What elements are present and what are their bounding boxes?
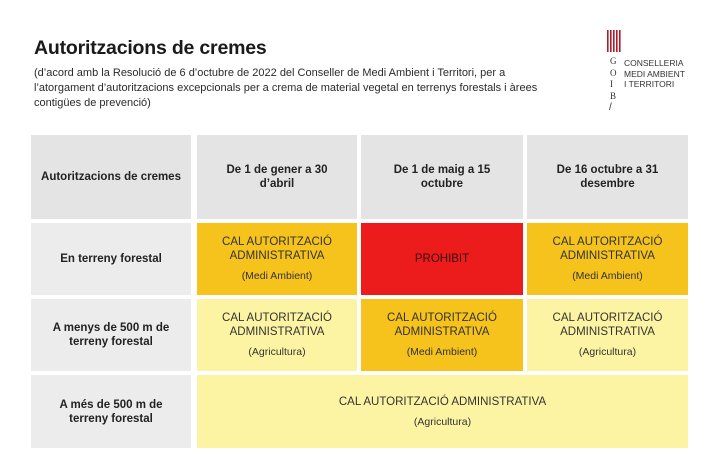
logo-slash: /	[609, 102, 612, 113]
govern-logo	[604, 30, 704, 116]
cell-forest-may-oct: PROHIBIT	[361, 223, 523, 295]
cell-under500-may-oct: CAL AUTORITZACIÓ ADMINISTRATIVA (Medi Ambient)	[361, 299, 523, 371]
row-header-forest: En terreny forestal	[31, 223, 191, 295]
authorization-table	[31, 135, 688, 448]
govern-letters: G O I B	[610, 56, 618, 101]
cell-under500-oct-dec: CAL AUTORITZACIÓ ADMINISTRATIVA (Agricultura)	[527, 299, 688, 371]
cell-forest-oct-dec: CAL AUTORITZACIÓ ADMINISTRATIVA (Medi Ambient)	[527, 223, 688, 295]
row-header-over-500m: A més de 500 m de terreny forestal	[31, 375, 191, 448]
page-title: Autoritzacions de cremes	[34, 37, 267, 59]
table-corner-header: Autoritzacions de cremes	[31, 135, 191, 219]
cell-over500-all-year: CAL AUTORITZACIÓ ADMINISTRATIVA (Agricultura)	[197, 375, 688, 448]
cell-forest-jan-apr: CAL AUTORITZACIÓ ADMINISTRATIVA (Medi Ambient)	[197, 223, 357, 295]
page-subtitle: (d’acord amb la Resolució de 6 d’octubre de 2022 del Conseller de Medi Ambient i Territori, per a l’atorgament d’autoritzacions excepcionals per a crema de material vegetal en terrenys forestals i àrees contigües de prevenció)	[34, 67, 538, 109]
column-header-jan-apr: De 1 de gener a 30 d’abril	[197, 135, 357, 219]
column-header-oct-dec: De 16 octubre a 31 desembre	[527, 135, 688, 219]
department-name: CONSELLERIA MEDI AMBIENT I TERRITORI	[624, 58, 685, 89]
govern-emblem-icon	[606, 30, 622, 52]
column-header-may-oct: De 1 de maig a 15 octubre	[361, 135, 523, 219]
cell-under500-jan-apr: CAL AUTORITZACIÓ ADMINISTRATIVA (Agricultura)	[197, 299, 357, 371]
row-header-under-500m: A menys de 500 m de terreny forestal	[31, 299, 191, 371]
